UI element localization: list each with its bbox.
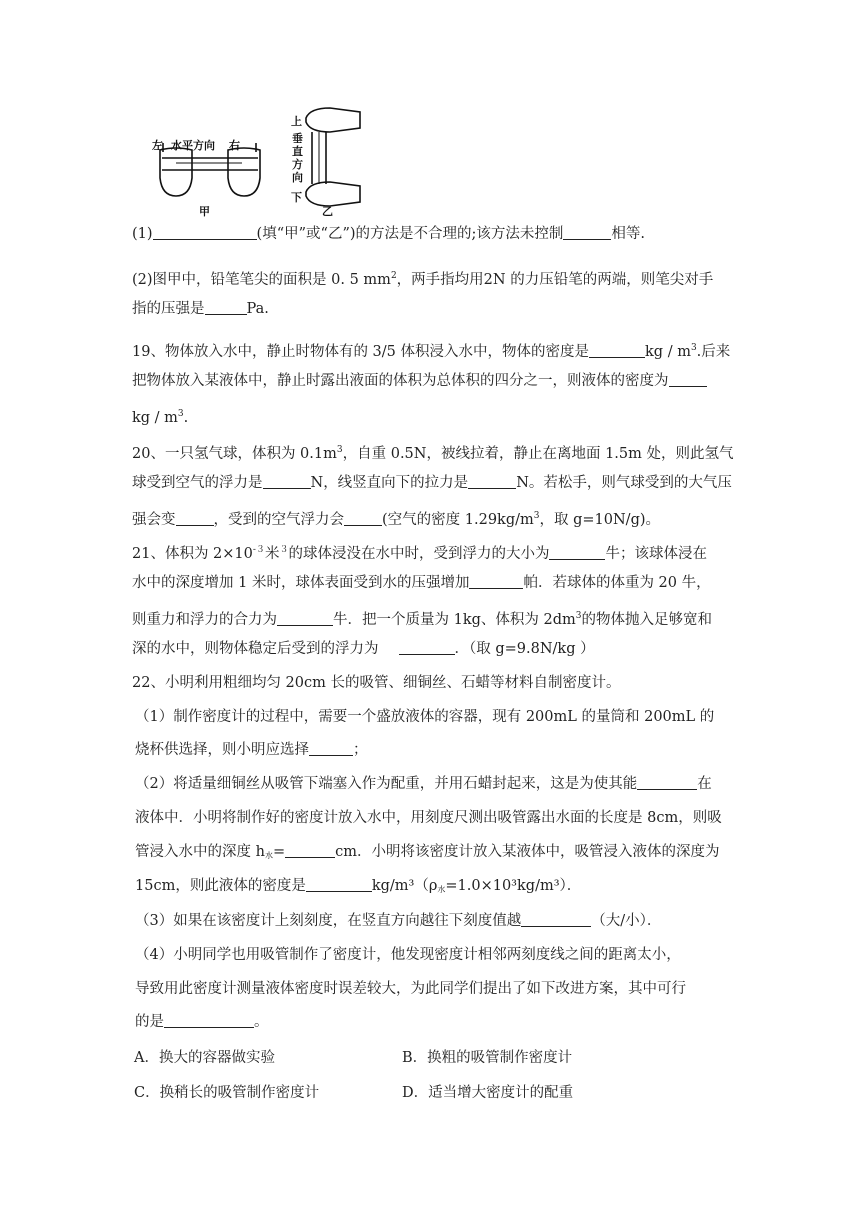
answer-blank[interactable]: [153, 225, 257, 240]
pencil-diagram-image: [0, 0, 860, 220]
q21-line2: 水中的深度增加 1 米时，球体表面受到水的压强增加 帕．若球体的体重为 20 牛，: [132, 575, 711, 591]
q19-line2: 把物体放入某液体中，静止时露出液面的体积为总体积的四分之一，则液体的密度为: [132, 371, 732, 391]
answer-blank[interactable]: [589, 343, 645, 358]
answer-blank[interactable]: [521, 912, 591, 927]
q22-sub2-line2: 液体中．小明将制作好的密度计放入水中，用刻度尺测出吸管露出水面的长度是 8cm，则吸: [135, 810, 722, 826]
q22-sub2-line4: 15cm，则此液体的密度是 $kg/m^3(\rho_水=1.0\times 10^3kg/m^3)$．: [135, 878, 582, 894]
q21-line4: 深的水中，则物体稳定后受到的浮力为 ．（取 g=9.8N/kg ）: [132, 641, 595, 657]
vertical-direction-label: 垂直方向: [292, 132, 303, 184]
answer-blank[interactable]: [205, 300, 247, 315]
option-d[interactable]: D．适当增大密度计的配重: [402, 1085, 574, 1101]
answer-blank[interactable]: [563, 225, 611, 240]
horizontal-direction-label: 水平方向: [171, 139, 215, 152]
answer-blank[interactable]: [285, 843, 335, 858]
figure-a-caption: 甲: [199, 205, 210, 218]
q20-line3: 强会变 ，受到的空气浮力会 (空气的密度 $1.29kg/m^3$，取 g=10N/g)。: [132, 511, 661, 528]
q21-line3: 则重力和浮力的合力为 牛．把一个质量为 1kg、体积为 $2dm^3$的物体抛入足够宽和: [132, 611, 713, 628]
figure-b-caption: 乙: [322, 205, 333, 218]
option-b[interactable]: B．换粗的吸管制作密度计: [402, 1050, 573, 1066]
right-label: 右: [229, 139, 240, 152]
top-label: 上: [291, 115, 302, 128]
q22-sub3: （3）如果在该密度计上刻刻度，在竖直方向越往下刻度值越 （大/小）．: [135, 913, 662, 929]
answer-blank[interactable]: [164, 1013, 254, 1028]
answer-blank[interactable]: [309, 741, 353, 756]
bottom-label: 下: [291, 191, 302, 204]
q20-line1: 20、一只氢气球，体积为 $0.1m^3$，自重 0.5N，被线拉着，静止在离地面 1.5m 处，则此氢气: [132, 445, 734, 462]
answer-blank[interactable]: [469, 574, 523, 589]
q22-sub4-line2: 导致用此密度计测量液体密度时误差较大，为此同学们提出了如下改进方案，其中可行: [135, 981, 686, 997]
q22-line1: 22、小明利用粗细均匀 20cm 长的吸管、细铜丝、石蜡等材料自制密度计。: [132, 675, 621, 691]
answer-blank[interactable]: [549, 545, 605, 560]
answer-blank[interactable]: [277, 611, 333, 626]
q22-sub1-line2: 烧杯供选择，则小明应选择 ；: [135, 742, 368, 758]
q19-line3: kg / $m^3$.: [132, 409, 189, 426]
q22-sub2-line3: 管浸入水中的深度 $h_水=$ cm．小明将该密度计放入某液体中，吸管浸入液体的深度为: [135, 844, 720, 860]
q21-line1: 21、体积为 $2\times 10^{-3}$米$^3$的球体浸没在水中时，受到浮力的大小为 牛；该球体浸在: [132, 545, 707, 562]
q18-part2-line2: 指的压强是 Pa.: [132, 301, 269, 317]
answer-blank[interactable]: [468, 474, 516, 489]
answer-blank[interactable]: [176, 511, 214, 526]
q22-sub1-line1: （1）制作密度计的过程中，需要一个盛放液体的容器，现有 200mL 的量筒和 200mL 的: [135, 709, 715, 725]
answer-blank[interactable]: [263, 474, 311, 489]
q22-sub4-line1: （4）小明同学也用吸管制作了密度计，他发现密度计相邻两刻度线之间的距离太小，: [135, 947, 681, 963]
answer-blank[interactable]: [637, 775, 697, 790]
left-label: 左: [152, 139, 163, 152]
answer-blank[interactable]: [306, 877, 372, 892]
q18-part2-line1: (2)图甲中，铅笔笔尖的面积是 0. 5 $mm^2$，两手指均用2N 的力压铅笔的两端，则笔尖对手: [132, 271, 714, 288]
answer-blank[interactable]: [669, 372, 707, 387]
answer-blank[interactable]: [399, 640, 455, 655]
option-a[interactable]: A．换大的容器做实验: [134, 1050, 275, 1066]
answer-blank[interactable]: [344, 511, 382, 526]
q18-part1: (1) (填“甲”或“乙”)的方法是不合理的;该方法未控制 相等.: [132, 226, 646, 242]
q22-sub4-line3: 的是 。: [135, 1014, 269, 1030]
q22-sub2-line1: （2）将适量细铜丝从吸管下端塞入作为配重，并用石蜡封起来，这是为使其能 在: [135, 776, 712, 792]
q20-line2: 球受到空气的浮力是 N，线竖直向下的拉力是 N。若松手，则气球受到的大气压: [132, 475, 732, 491]
q19-line1: 19、物体放入水中，静止时物体有的 3/5 体积浸入水中，物体的密度是 kg / $m^3$.后来: [132, 343, 731, 360]
option-c[interactable]: C．换稍长的吸管制作密度计: [134, 1085, 320, 1101]
